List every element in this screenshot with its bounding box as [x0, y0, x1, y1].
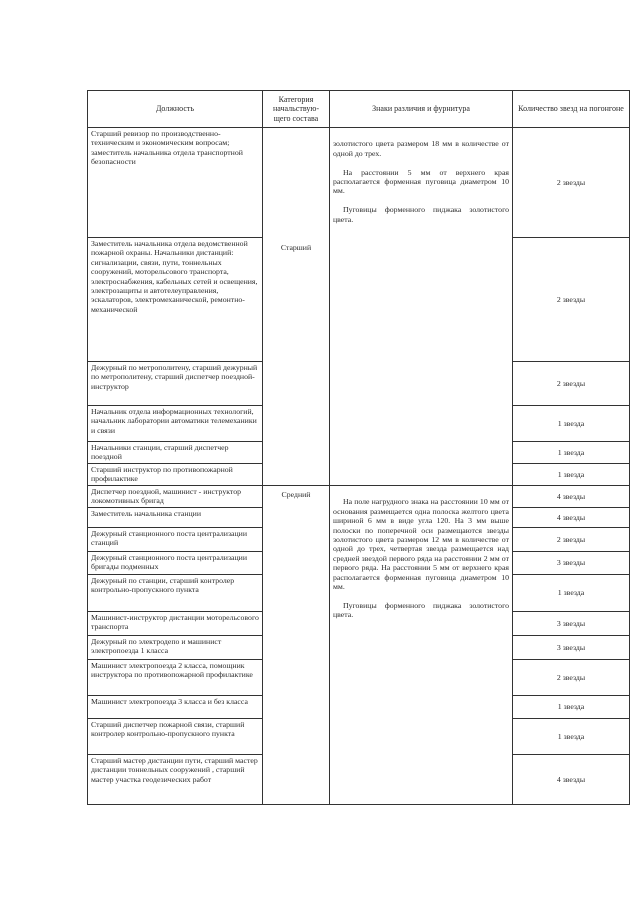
category-label: Старший — [280, 243, 312, 252]
header-stars: Количество звезд на погонгоне — [513, 91, 630, 128]
insignia-senior — [330, 128, 513, 486]
position-cell: Заместитель начальника станции — [88, 508, 263, 528]
header-insignia: Знаки различия и фурнитура — [330, 91, 513, 128]
insignia-text: На поле нагрудного знака на расстоянии 10 мм от основания размещается одна полоска желтого цвета шириной 6 мм в виде угла 120. На 3 мм выше полоски по поперечной оси размещаются звезды золотистого цвета размером 12 мм в количестве от одной до трех, четвертая звезда размещается над средней звездой первого ряда на расстоянии 2 мм от первого ряда. На расстоянии 5 мм от верхнего края располагается форменная пуговица диаметром 10 мм. — [333, 497, 509, 592]
position-cell: Старший ревизор по производственно-техническим и экономическим вопросам; заместитель начальника отдела транспортной безопасности — [88, 128, 263, 238]
position-cell: Старший мастер дистанции пути, старший мастер дистанции тоннельных сооружений , старший мастер участка геодезических работ — [88, 755, 263, 805]
position-cell: Машинист-инструктор дистанции моторельсового транспорта — [88, 612, 263, 636]
position-cell: Старший инструктор по противопожарной профилактике — [88, 464, 263, 486]
stars-cell: 3 звезды — [513, 636, 630, 660]
position-cell: Дежурный по электродепо и машинист электропоезда 1 класса — [88, 636, 263, 660]
stars-cell: 4 звезды — [513, 755, 630, 805]
stars-cell: 2 звезды — [513, 362, 630, 406]
stars-cell: 1 звезда — [513, 719, 630, 755]
position-cell: Начальник отдела информационных технологий, начальник лаборатории автоматики телемеханики и связи — [88, 406, 263, 442]
insignia-table — [87, 90, 630, 805]
position-cell: Дежурный по метрополитену, старший дежурный по метрополитену, старший диспетчер поездной-инструктор — [88, 362, 263, 406]
stars-cell: 1 звезда — [513, 575, 630, 612]
stars-cell: 2 звезды — [513, 128, 630, 238]
stars-cell: 2 звезды — [513, 238, 630, 362]
position-cell: Заместитель начальника отдела ведомственной пожарной охраны. Начальники дистанций: сигнализации, связи, пути, тоннельных сооружений, моторельсового транспорта, электроснабжения, кабельных сетей и освещения, электрозащиты и автотелеуправления, эскалаторов, электромеханической, ремонтно-механической — [88, 238, 263, 362]
stars-cell: 2 звезды — [513, 528, 630, 552]
stars-cell: 3 звезды — [513, 552, 630, 575]
category-middle — [263, 486, 330, 805]
category-label: Средний — [281, 490, 311, 499]
position-cell: Дежурный станционного поста централизации станций — [88, 528, 263, 552]
position-cell: Начальники станции, старший диспетчер поездной — [88, 442, 263, 464]
insignia-text: На расстоянии 5 мм от верхнего края располагается форменная пуговица диаметром 10 мм. — [333, 167, 509, 196]
position-cell: Дежурный станционного поста централизации бригады подменных — [88, 552, 263, 575]
position-cell: Диспетчер поездной, машинист - инструктор локомотивных бригад — [88, 486, 263, 508]
stars-cell: 4 звезды — [513, 508, 630, 528]
header-category: Категория начальствую-щего состава — [263, 91, 330, 128]
stars-cell: 1 звезда — [513, 442, 630, 464]
header-position: Должность — [88, 91, 263, 128]
stars-cell: 1 звезда — [513, 464, 630, 486]
insignia-text: золотистого цвета размером 18 мм в количестве от одной до трех. — [333, 139, 509, 158]
position-cell: Машинист электропоезда 2 класса, помощник инструктора по противопожарной профилактике — [88, 660, 263, 696]
insignia-middle — [330, 486, 513, 805]
insignia-text: Пуговицы форменного пиджака золотистого цвета. — [333, 600, 509, 620]
stars-cell: 2 звезды — [513, 660, 630, 696]
insignia-text: Пуговицы форменного пиджака золотистого цвета. — [333, 205, 509, 224]
position-cell: Старший диспетчер пожарной связи, старший контролер контрольно-пропускного пункта — [88, 719, 263, 755]
stars-cell: 1 звезда — [513, 406, 630, 442]
stars-cell: 4 звезды — [513, 486, 630, 508]
stars-cell: 3 звезды — [513, 612, 630, 636]
category-senior — [263, 128, 330, 486]
position-cell: Дежурный по станции, старший контролер контрольно-пропускного пункта — [88, 575, 263, 612]
stars-cell: 1 звезда — [513, 696, 630, 719]
position-cell: Машинист электропоезда 3 класса и без класса — [88, 696, 263, 719]
